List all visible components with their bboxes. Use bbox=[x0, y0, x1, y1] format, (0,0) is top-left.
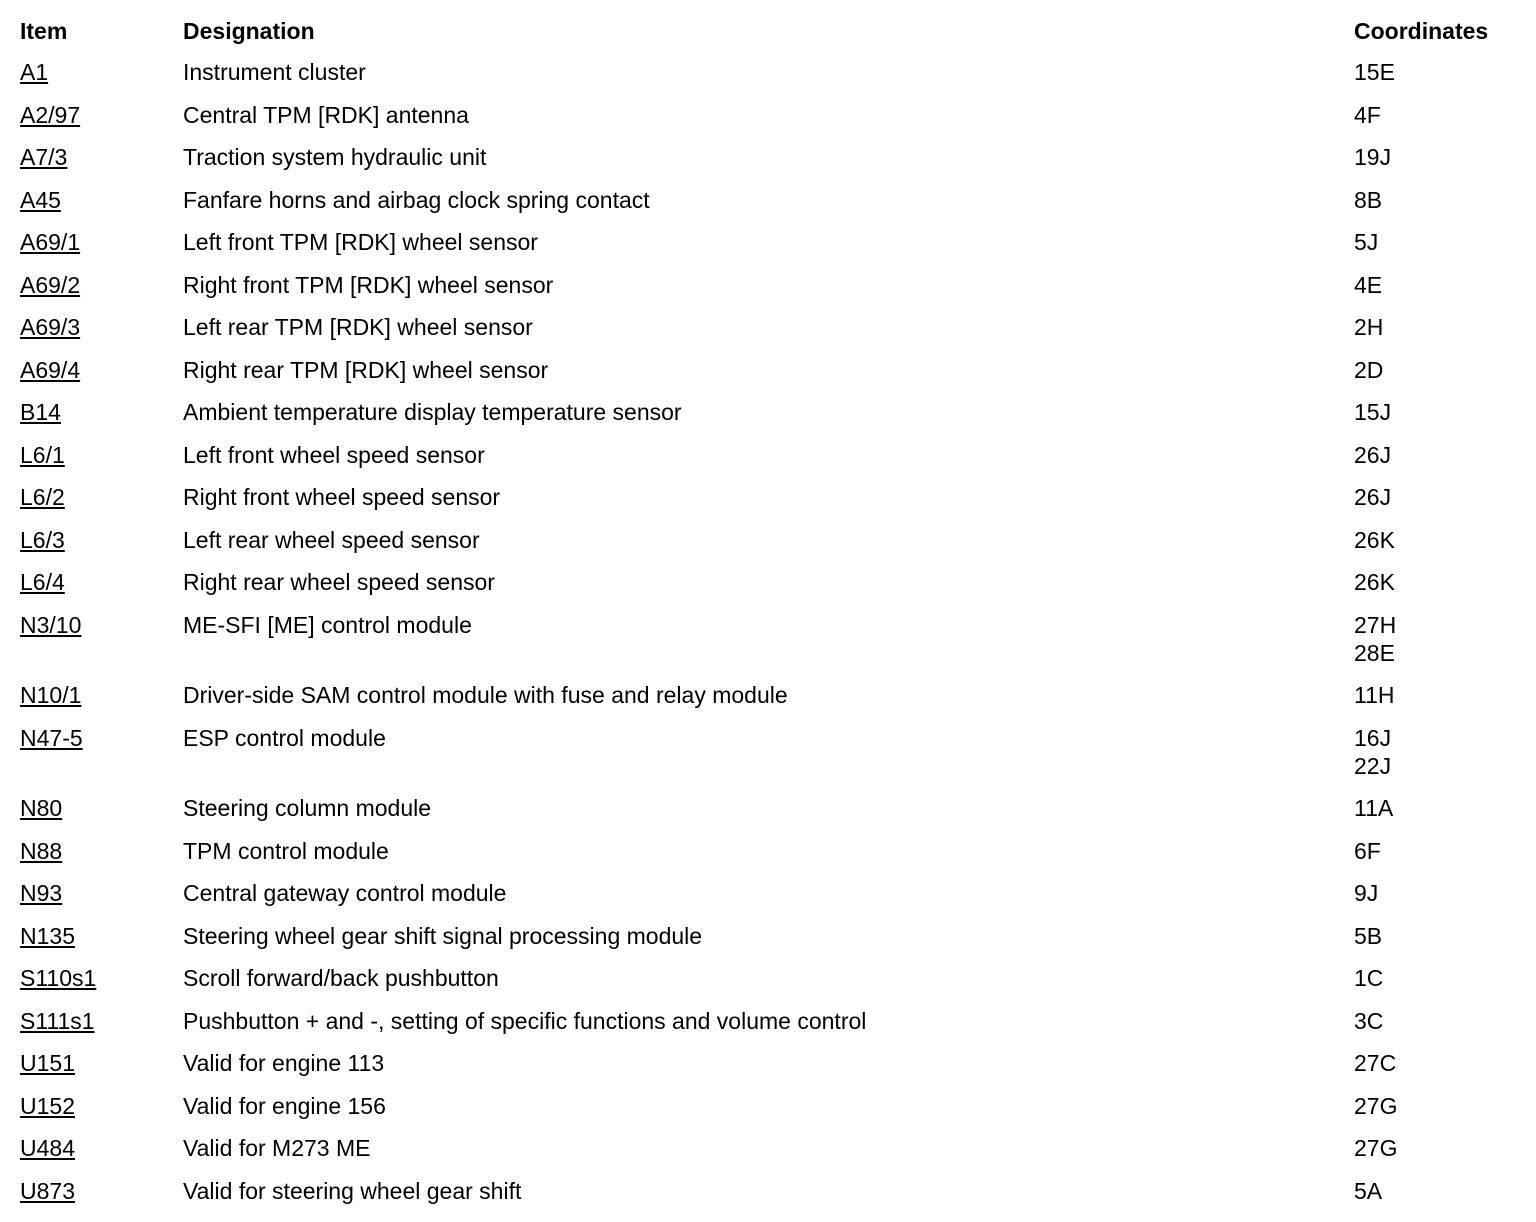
designation-cell: Valid for engine 156 bbox=[183, 1092, 386, 1119]
item-cell bbox=[20, 398, 183, 426]
coordinate-value: 9J bbox=[1354, 880, 1379, 906]
coordinate-value: 6F bbox=[1354, 837, 1381, 864]
coordinate-value: 3C bbox=[1354, 1007, 1384, 1034]
coordinates-cell bbox=[1354, 101, 1381, 129]
table-row bbox=[20, 611, 1520, 682]
coordinate-value: 5B bbox=[1354, 922, 1383, 949]
designation-cell: Valid for M273 ME bbox=[183, 1135, 371, 1161]
designation-cell: ME-SFI [ME] control module bbox=[183, 611, 472, 638]
item-cell bbox=[20, 526, 183, 554]
coordinate-value: 15E bbox=[1354, 59, 1395, 85]
item-link[interactable]: A1 bbox=[20, 59, 49, 85]
designation-cell: Left rear wheel speed sensor bbox=[183, 526, 480, 553]
item-cell bbox=[20, 1177, 183, 1205]
item-cell bbox=[20, 681, 183, 709]
coordinates-cell bbox=[1354, 271, 1382, 299]
coordinates-cell bbox=[1354, 964, 1383, 992]
table-row bbox=[20, 228, 1520, 271]
designation-cell: Valid for steering wheel gear shift bbox=[183, 1177, 522, 1204]
designation-cell: Left rear TPM [RDK] wheel sensor bbox=[183, 314, 533, 340]
coordinate-value: 11A bbox=[1354, 795, 1394, 821]
coordinates-cell bbox=[1354, 1049, 1396, 1077]
table-row bbox=[20, 1092, 1520, 1135]
table-row bbox=[20, 837, 1520, 880]
designation-cell: Traction system hydraulic unit bbox=[183, 144, 487, 170]
item-cell bbox=[20, 483, 183, 511]
coordinates-cell bbox=[1354, 526, 1395, 554]
item-cell bbox=[20, 794, 183, 822]
coordinates-cell bbox=[1354, 58, 1395, 86]
designation-header: Designation bbox=[183, 18, 315, 44]
designation-cell: Ambient temperature display temperature sensor bbox=[183, 399, 682, 425]
coordinates-cell bbox=[1354, 794, 1393, 822]
item-cell bbox=[20, 143, 183, 171]
header-row bbox=[20, 17, 1520, 58]
coordinates-cell bbox=[1354, 1177, 1382, 1205]
coordinate-value: 27G bbox=[1354, 1092, 1398, 1119]
item-link[interactable]: A45 bbox=[20, 186, 61, 213]
item-cell bbox=[20, 228, 183, 256]
coordinates-cell bbox=[1354, 228, 1378, 256]
designation-cell: Right front TPM [RDK] wheel sensor bbox=[183, 271, 554, 298]
coordinate-value: 27G bbox=[1354, 1135, 1398, 1161]
table-row bbox=[20, 1177, 1520, 1220]
designation-cell: Right front wheel speed sensor bbox=[183, 484, 501, 510]
item-link[interactable]: A69/4 bbox=[20, 356, 81, 383]
item-cell bbox=[20, 271, 183, 299]
coordinates-cell bbox=[1354, 568, 1395, 596]
item-cell bbox=[20, 922, 183, 950]
item-cell bbox=[20, 837, 183, 865]
table-body bbox=[20, 58, 1520, 1219]
item-link[interactable]: N10/1 bbox=[20, 682, 82, 708]
item-cell bbox=[20, 568, 183, 596]
coordinate-value: 16J bbox=[1354, 724, 1392, 751]
item-link[interactable]: B14 bbox=[20, 399, 61, 425]
item-cell bbox=[20, 879, 183, 907]
item-link[interactable]: L6/3 bbox=[20, 526, 65, 553]
table-row bbox=[20, 568, 1520, 611]
table-row bbox=[20, 724, 1520, 795]
table-row bbox=[20, 1049, 1520, 1092]
coordinates-cell bbox=[1354, 483, 1391, 511]
item-cell bbox=[20, 1049, 183, 1077]
designation-cell: Driver-side SAM control module with fuse and relay module bbox=[183, 682, 788, 708]
item-cell bbox=[20, 356, 183, 384]
table-row bbox=[20, 58, 1520, 101]
item-link[interactable]: A69/1 bbox=[20, 229, 81, 255]
item-link[interactable]: N93 bbox=[20, 880, 63, 906]
designation-cell: Steering wheel gear shift signal processing module bbox=[183, 922, 703, 949]
coordinates-cell bbox=[1354, 186, 1382, 214]
designation-cell: ESP control module bbox=[183, 724, 386, 751]
item-link[interactable]: A69/3 bbox=[20, 314, 81, 340]
table-row bbox=[20, 143, 1520, 186]
coordinates-cell bbox=[1354, 681, 1395, 709]
item-link[interactable]: N88 bbox=[20, 837, 63, 864]
coordinate-value: 28E bbox=[1354, 639, 1395, 666]
item-link[interactable]: A2/97 bbox=[20, 101, 81, 128]
item-link[interactable]: N47-5 bbox=[20, 724, 83, 751]
designation-cell: Valid for engine 113 bbox=[183, 1050, 385, 1076]
coordinates-cell bbox=[1354, 922, 1382, 950]
item-cell bbox=[20, 186, 183, 214]
table-row bbox=[20, 794, 1520, 837]
item-cell bbox=[20, 101, 183, 129]
item-link[interactable]: L6/2 bbox=[20, 484, 65, 510]
item-cell bbox=[20, 1007, 183, 1035]
coordinate-value: 4E bbox=[1354, 271, 1383, 298]
item-link[interactable]: L6/4 bbox=[20, 569, 65, 595]
coordinate-value: 2H bbox=[1354, 314, 1384, 340]
item-cell bbox=[20, 58, 183, 86]
coordinate-value: 27H bbox=[1354, 611, 1397, 638]
coordinates-header: Coordinates bbox=[1354, 18, 1489, 44]
designation-cell: Left front TPM [RDK] wheel sensor bbox=[183, 229, 538, 255]
item-cell bbox=[20, 1092, 183, 1120]
item-link[interactable]: U484 bbox=[20, 1135, 75, 1161]
table-row bbox=[20, 313, 1520, 356]
coordinate-value: 27C bbox=[1354, 1050, 1397, 1076]
coordinates-cell bbox=[1354, 1092, 1397, 1120]
table-row bbox=[20, 1007, 1520, 1050]
table-row bbox=[20, 441, 1520, 484]
table-row bbox=[20, 681, 1520, 724]
table-row bbox=[20, 398, 1520, 441]
table-row bbox=[20, 101, 1520, 144]
item-link[interactable]: S111s1 bbox=[20, 1007, 95, 1034]
table-row bbox=[20, 356, 1520, 399]
item-link[interactable]: S110s1 bbox=[20, 965, 97, 991]
item-cell bbox=[20, 611, 183, 639]
coordinate-value: 11H bbox=[1354, 682, 1395, 708]
coordinate-value: 15J bbox=[1354, 399, 1392, 425]
item-cell bbox=[20, 964, 183, 992]
table-row bbox=[20, 186, 1520, 229]
item-cell bbox=[20, 1134, 183, 1162]
coordinate-value: 26K bbox=[1354, 569, 1395, 595]
item-link[interactable]: N3/10 bbox=[20, 611, 82, 638]
coordinates-cell bbox=[1354, 724, 1391, 780]
table-row bbox=[20, 526, 1520, 569]
table-row bbox=[20, 1134, 1520, 1177]
table-row bbox=[20, 879, 1520, 922]
designation-cell: Right rear wheel speed sensor bbox=[183, 569, 495, 595]
coordinate-value: 2D bbox=[1354, 356, 1384, 383]
coordinate-value: 26J bbox=[1354, 484, 1392, 510]
coordinates-cell bbox=[1354, 611, 1396, 667]
coordinate-value: 8B bbox=[1354, 186, 1383, 213]
coordinate-value: 5A bbox=[1354, 1177, 1383, 1204]
coordinate-value: 22J bbox=[1354, 752, 1392, 779]
designation-cell: Fanfare horns and airbag clock spring contact bbox=[183, 186, 650, 213]
coordinates-cell bbox=[1354, 441, 1391, 469]
designation-cell: Central gateway control module bbox=[183, 880, 507, 906]
item-cell bbox=[20, 441, 183, 469]
designation-cell: TPM control module bbox=[183, 837, 389, 864]
coordinates-cell bbox=[1354, 143, 1391, 171]
coordinate-value: 26J bbox=[1354, 441, 1392, 468]
coordinate-value: 1C bbox=[1354, 965, 1384, 991]
coordinates-cell bbox=[1354, 1007, 1383, 1035]
coordinate-value: 26K bbox=[1354, 526, 1395, 553]
designation-cell: Central TPM [RDK] antenna bbox=[183, 101, 469, 128]
designation-cell: Steering column module bbox=[183, 795, 432, 821]
coordinates-cell bbox=[1354, 398, 1391, 426]
designation-cell: Right rear TPM [RDK] wheel sensor bbox=[183, 356, 549, 383]
table-row bbox=[20, 271, 1520, 314]
item-cell bbox=[20, 313, 183, 341]
designation-cell: Instrument cluster bbox=[183, 59, 366, 85]
item-link[interactable]: N80 bbox=[20, 795, 63, 821]
designation-cell: Scroll forward/back pushbutton bbox=[183, 965, 499, 991]
coordinate-value: 5J bbox=[1354, 229, 1379, 255]
item-link[interactable]: A7/3 bbox=[20, 144, 68, 170]
item-header: Item bbox=[20, 18, 68, 44]
item-link[interactable]: A69/2 bbox=[20, 271, 81, 298]
coordinates-cell bbox=[1354, 837, 1381, 865]
table-row bbox=[20, 922, 1520, 965]
table-row bbox=[20, 483, 1520, 526]
coordinate-value: 19J bbox=[1354, 144, 1392, 170]
designation-cell: Pushbutton + and -, setting of specific functions and volume control bbox=[183, 1007, 867, 1034]
item-link[interactable]: U151 bbox=[20, 1050, 75, 1076]
item-link[interactable]: L6/1 bbox=[20, 441, 65, 468]
item-link[interactable]: U873 bbox=[20, 1177, 75, 1204]
item-cell bbox=[20, 724, 183, 752]
designation-cell: Left front wheel speed sensor bbox=[183, 441, 485, 468]
coordinates-cell bbox=[1354, 1134, 1397, 1162]
table-row bbox=[20, 964, 1520, 1007]
coordinate-value: 4F bbox=[1354, 101, 1381, 128]
coordinates-cell bbox=[1354, 879, 1378, 907]
item-link[interactable]: N135 bbox=[20, 922, 75, 949]
legend-table bbox=[20, 17, 1520, 1219]
coordinates-cell bbox=[1354, 356, 1383, 384]
coordinates-cell bbox=[1354, 313, 1383, 341]
item-link[interactable]: U152 bbox=[20, 1092, 75, 1119]
